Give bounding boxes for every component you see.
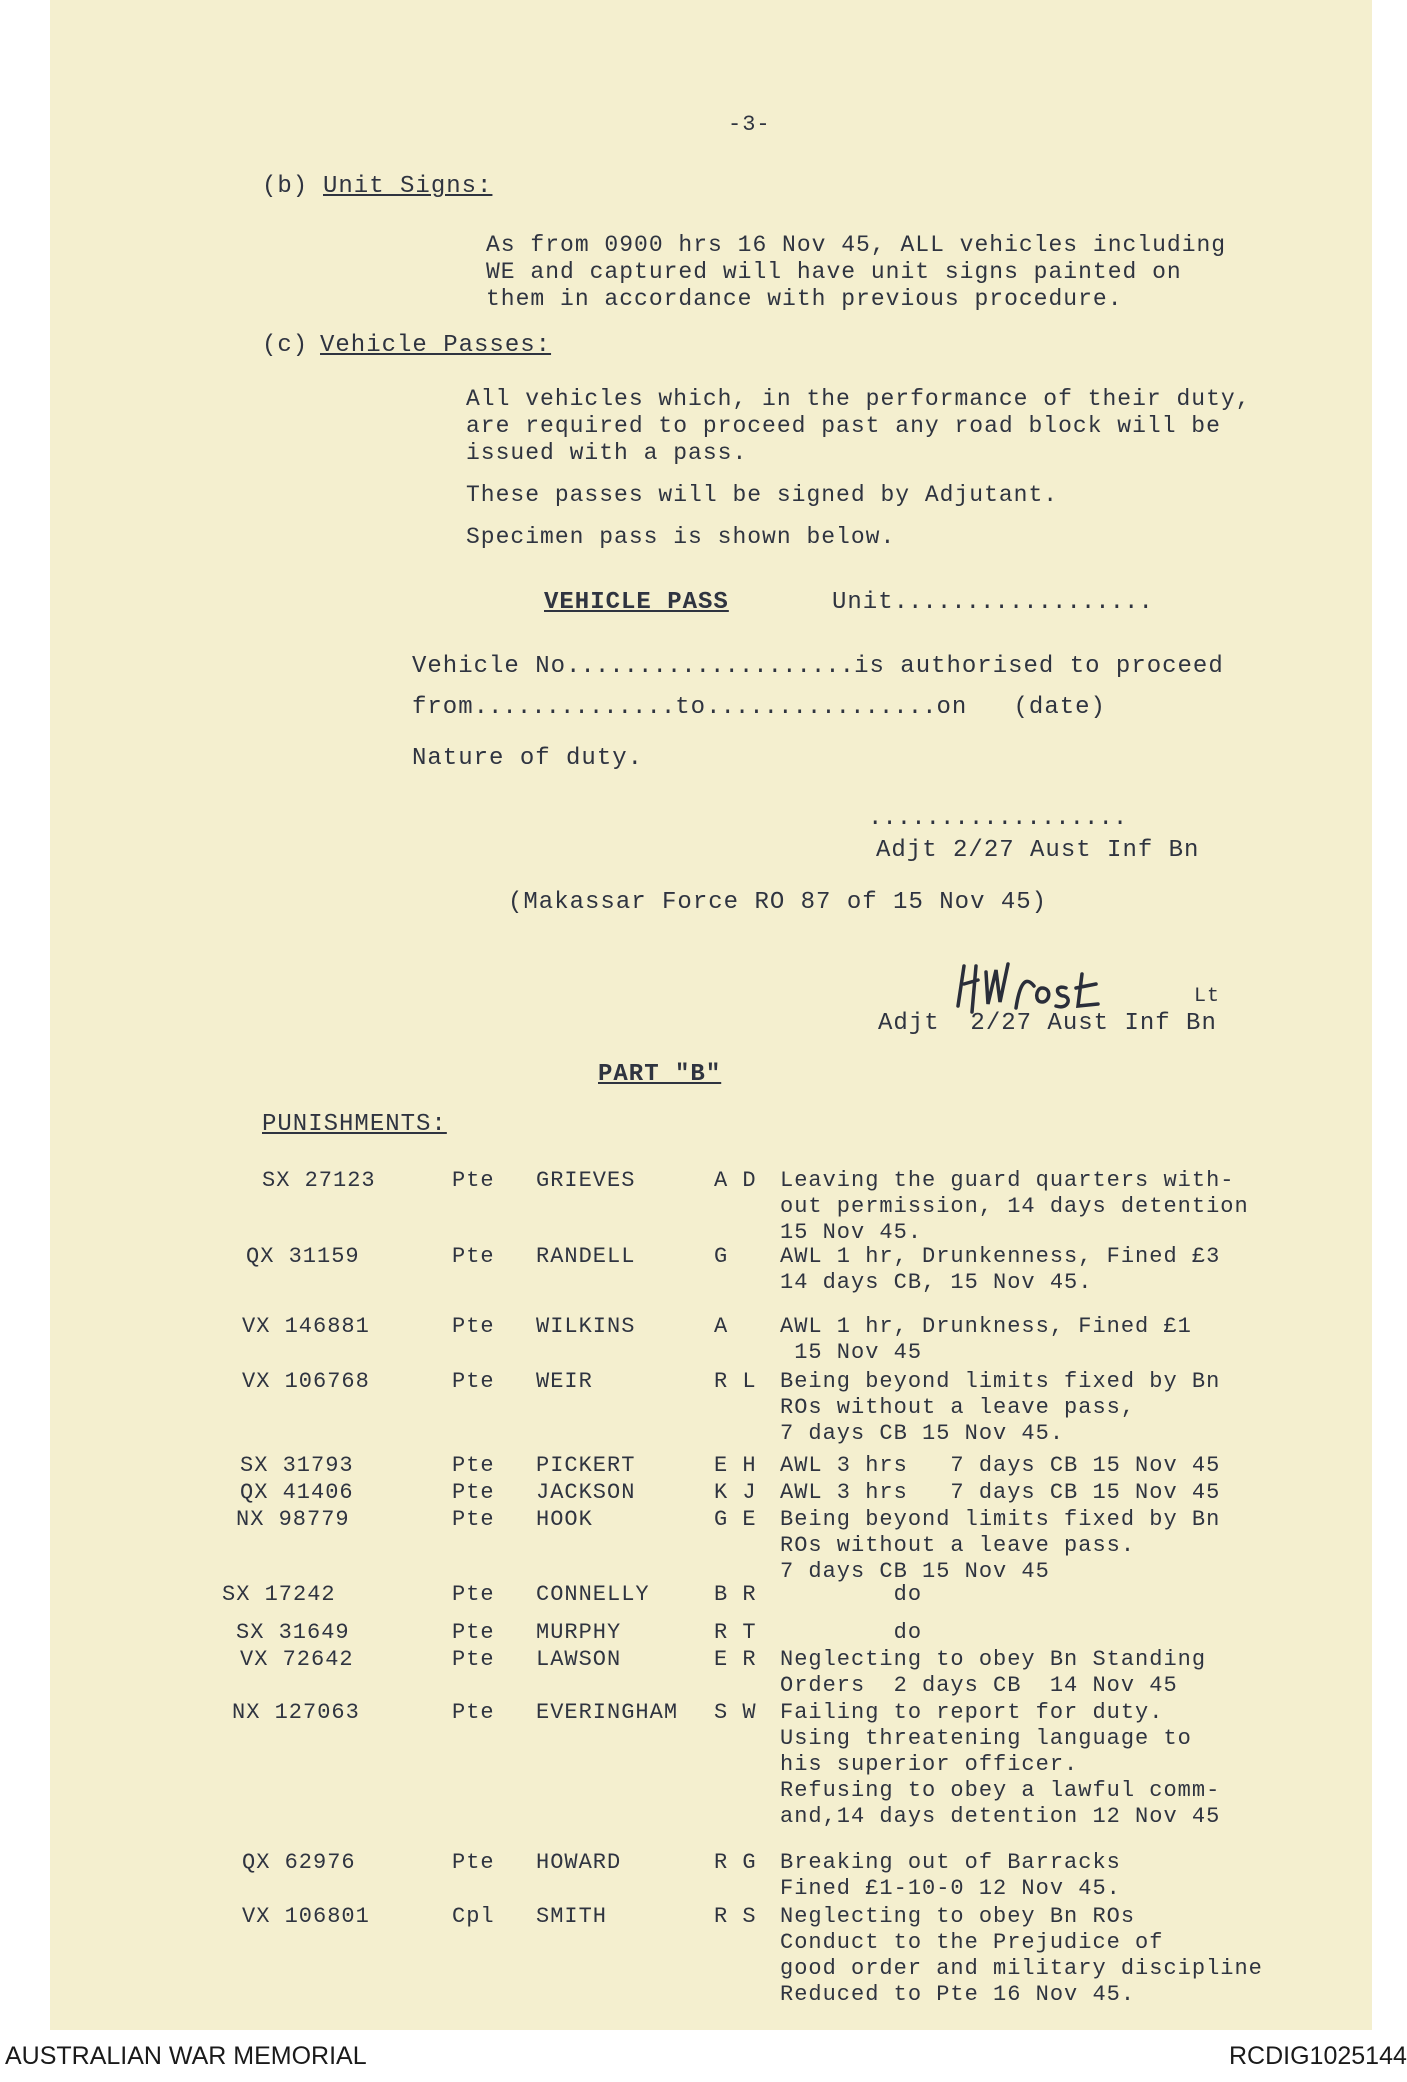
section-c-line-1: All vehicles which, in the performance of their duty, — [466, 386, 1251, 412]
vehicle-pass-from-line: from..............to................on (date) — [412, 694, 1106, 721]
initials: R S — [714, 1904, 757, 1929]
part-b-title: PART "B" — [598, 1061, 722, 1088]
signoff-title: Adjt 2/27 Aust Inf Bn — [878, 1010, 1217, 1037]
punishment-detail-line: Breaking out of Barracks — [780, 1850, 1121, 1875]
rank: Pte — [452, 1620, 495, 1645]
service-number: NX 98779 — [236, 1507, 350, 1532]
punishment-detail-line: 7 days CB 15 Nov 45 — [780, 1559, 1050, 1584]
punishment-detail-line: Neglecting to obey Bn Standing — [780, 1647, 1207, 1672]
surname: GRIEVES — [536, 1168, 636, 1193]
punishment-detail-line: 7 days CB 15 Nov 45. — [780, 1421, 1065, 1446]
surname: WEIR — [536, 1369, 593, 1394]
vehicle-pass-nature: Nature of duty. — [412, 745, 644, 772]
page-number: -3- — [728, 112, 771, 137]
punishment-detail-line: do — [780, 1620, 923, 1645]
rank: Pte — [452, 1582, 495, 1607]
rank: Pte — [452, 1700, 495, 1725]
rank: Pte — [452, 1369, 495, 1394]
initials: A — [714, 1314, 729, 1339]
service-number: NX 127063 — [232, 1700, 360, 1725]
punishment-detail-line: AWL 1 hr, Drunkenness, Fined £3 — [780, 1244, 1221, 1269]
service-number: QX 31159 — [246, 1244, 360, 1269]
service-number: VX 146881 — [242, 1314, 370, 1339]
service-number: SX 27123 — [262, 1168, 376, 1193]
surname: HOOK — [536, 1507, 593, 1532]
reference-line: (Makassar Force RO 87 of 15 Nov 45) — [508, 889, 1048, 916]
footer-left: AUSTRALIAN WAR MEMORIAL — [5, 2042, 367, 2070]
punishment-detail-line: Refusing to obey a lawful comm- — [780, 1778, 1221, 1803]
section-b-heading: Unit Signs: — [323, 173, 493, 200]
surname: WILKINS — [536, 1314, 636, 1339]
service-number: VX 72642 — [240, 1647, 354, 1672]
punishment-detail-line: Fined £1-10-0 12 Nov 45. — [780, 1876, 1121, 1901]
punishment-detail-line: good order and military discipline — [780, 1956, 1263, 1981]
vehicle-pass-signature-dots: .................. — [868, 805, 1128, 832]
surname: SMITH — [536, 1904, 608, 1929]
service-number: SX 17242 — [222, 1582, 336, 1607]
surname: PICKERT — [536, 1453, 636, 1478]
initials: R G — [714, 1850, 757, 1875]
punishment-detail-line: his superior officer. — [780, 1752, 1079, 1777]
section-b-line-1: As from 0900 hrs 16 Nov 45, ALL vehicles including — [486, 232, 1227, 258]
section-c-signed-line: These passes will be signed by Adjutant. — [466, 482, 1059, 508]
punishment-detail-line: AWL 3 hrs 7 days CB 15 Nov 45 — [780, 1480, 1221, 1505]
punishment-detail-line: Being beyond limits fixed by Bn — [780, 1369, 1221, 1394]
punishment-detail-line: 14 days CB, 15 Nov 45. — [780, 1270, 1093, 1295]
punishment-detail-line: AWL 3 hrs 7 days CB 15 Nov 45 — [780, 1453, 1221, 1478]
surname: JACKSON — [536, 1480, 636, 1505]
rank: Cpl — [452, 1904, 495, 1929]
initials: G E — [714, 1507, 757, 1532]
punishment-detail-line: Neglecting to obey Bn ROs — [780, 1904, 1136, 1929]
section-c-heading: Vehicle Passes: — [320, 332, 552, 359]
punishment-detail-line: 15 Nov 45 — [780, 1340, 923, 1365]
initials: S W — [714, 1700, 757, 1725]
punishment-detail-line: 15 Nov 45. — [780, 1220, 923, 1245]
surname: LAWSON — [536, 1647, 622, 1672]
surname: EVERINGHAM — [536, 1700, 679, 1725]
punishment-detail-line: Orders 2 days CB 14 Nov 45 — [780, 1673, 1178, 1698]
rank: Pte — [452, 1850, 495, 1875]
initials: R L — [714, 1369, 757, 1394]
initials: E H — [714, 1453, 757, 1478]
service-number: QX 62976 — [242, 1850, 356, 1875]
punishment-detail-line: and,14 days detention 12 Nov 45 — [780, 1804, 1221, 1829]
punishment-detail-line: do — [780, 1582, 923, 1607]
punishments-heading: PUNISHMENTS: — [262, 1111, 447, 1138]
section-b-label: (b) — [262, 173, 309, 200]
punishment-detail-line: Leaving the guard quarters with- — [780, 1168, 1235, 1193]
service-number: SX 31649 — [236, 1620, 350, 1645]
signoff-rank: Lt — [1194, 985, 1221, 1008]
initials: R T — [714, 1620, 757, 1645]
section-c-label: (c) — [262, 332, 309, 359]
service-number: VX 106801 — [242, 1904, 370, 1929]
section-c-specimen-line: Specimen pass is shown below. — [466, 524, 896, 550]
punishment-detail-line: Failing to report for duty. — [780, 1700, 1164, 1725]
initials: K J — [714, 1480, 757, 1505]
section-c-line-2: are required to proceed past any road block will be — [466, 413, 1221, 439]
punishment-detail-line: Being beyond limits fixed by Bn — [780, 1507, 1221, 1532]
footer-right: RCDIG1025144 — [1229, 2042, 1407, 2070]
punishment-detail-line: out permission, 14 days detention — [780, 1194, 1249, 1219]
rank: Pte — [452, 1314, 495, 1339]
rank: Pte — [452, 1453, 495, 1478]
surname: RANDELL — [536, 1244, 636, 1269]
punishment-detail-line: Using threatening language to — [780, 1726, 1192, 1751]
service-number: QX 41406 — [240, 1480, 354, 1505]
punishment-detail-line: ROs without a leave pass, — [780, 1395, 1136, 1420]
surname: HOWARD — [536, 1850, 622, 1875]
vehicle-pass-signature-block: Adjt 2/27 Aust Inf Bn — [876, 837, 1200, 864]
vehicle-pass-unit: Unit.................. — [832, 589, 1153, 616]
rank: Pte — [452, 1244, 495, 1269]
vehicle-pass-title: VEHICLE PASS — [544, 589, 729, 616]
initials: B R — [714, 1582, 757, 1607]
surname: MURPHY — [536, 1620, 622, 1645]
service-number: VX 106768 — [242, 1369, 370, 1394]
rank: Pte — [452, 1647, 495, 1672]
punishment-detail-line: Conduct to the Prejudice of — [780, 1930, 1164, 1955]
section-b-line-2: WE and captured will have unit signs painted on — [486, 259, 1182, 285]
initials: A D — [714, 1168, 757, 1193]
vehicle-pass-vehicle-line: Vehicle No....................is authorised to proceed — [412, 653, 1224, 680]
service-number: SX 31793 — [240, 1453, 354, 1478]
initials: G — [714, 1244, 729, 1269]
section-b-line-3: them in accordance with previous procedure. — [486, 286, 1123, 312]
surname: CONNELLY — [536, 1582, 650, 1607]
punishment-detail-line: ROs without a leave pass. — [780, 1533, 1136, 1558]
rank: Pte — [452, 1480, 495, 1505]
initials: E R — [714, 1647, 757, 1672]
rank: Pte — [452, 1507, 495, 1532]
punishment-detail-line: AWL 1 hr, Drunkness, Fined £1 — [780, 1314, 1192, 1339]
rank: Pte — [452, 1168, 495, 1193]
punishment-detail-line: Reduced to Pte 16 Nov 45. — [780, 1982, 1136, 2007]
section-c-line-3: issued with a pass. — [466, 440, 748, 466]
